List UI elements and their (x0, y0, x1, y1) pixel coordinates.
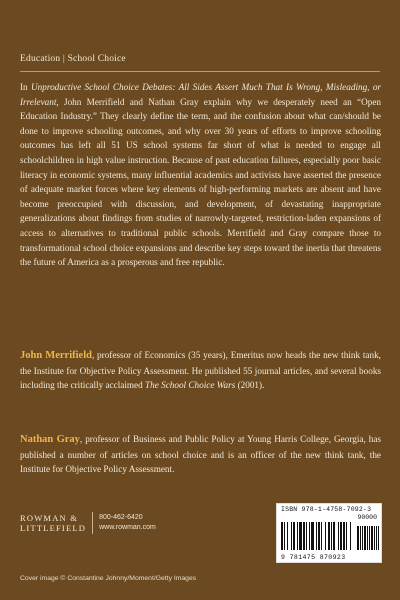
publisher-website: www.rowman.com (99, 524, 156, 531)
author-bio-text: , professor of Business and Public Policy at Young Harris College, Georgia, has published a number of articles on school choice and is an officer of the new think tank, the Institute for Objective Policy Assessment. (20, 434, 381, 475)
publisher-logo (20, 513, 86, 533)
author-name: John Merrifield (20, 350, 92, 361)
description-paragraph (20, 80, 381, 270)
blurb-body: , John Merrifield and Nathan Gray explain why we desperately need an “Open Education Industry.” They clearly define the term, and the confusion about what can/should be done to improve schooling outcomes, and why over 30 years of efforts to improve schooling outcomes has left all 51 US school systems far short of what is needed to engage all schoolchildren in high value instruction. Because of past education failures, especially poor basic literacy in economic systems, many influential academics and activists have asserted the presence of adequate market forces where key elements of high-performing markets are absent and have become preoccupied with discussion, and development, of devastating inappropriate generalizations about findings from studies of narrowly-targeted, restriction-laden expansions of access to alternatives to traditional public schools. Merrifield and Gray compare those to transformational school choice expansions and describe key steps toward the inertia that threatens the future of America as a prosperous and free republic. (20, 96, 381, 268)
blurb-intro: In (20, 82, 32, 92)
divider-rule (20, 71, 380, 72)
author-bio-text: , professor of Economics (35 years), Emeritus now heads the new think tank, the Institute for Objective Policy Assessment. He published 55 journal articles, and several books including the critically acclaimed (20, 350, 381, 391)
publisher-contact (99, 513, 156, 533)
author-name: Nathan Gray (20, 434, 80, 445)
barcode-bars (281, 522, 379, 550)
author-book-title: The School Choice Wars (145, 380, 236, 391)
publisher-divider (92, 512, 93, 534)
category-label: Education | School Choice (20, 54, 126, 64)
image-credit: Cover image © Constantine Johnny/Moment/Getty Images (20, 575, 197, 582)
isbn-barcode (276, 503, 382, 563)
price-code: 90000 (357, 514, 377, 521)
author-bio-merrifield (20, 348, 381, 393)
author-bio-gray (20, 432, 381, 477)
publisher-phone: 800-462-6420 (99, 514, 143, 521)
isbn-label: ISBN 978-1-4758-7092-3 (281, 506, 372, 513)
logo-line-2: LITTLEFIELD (20, 523, 87, 533)
barcode-number: 9 781475 870923 (281, 554, 346, 561)
publisher-block (20, 512, 156, 534)
author-bio-tail: (2001). (235, 380, 265, 391)
logo-line-1: ROWMAN & (20, 513, 79, 523)
book-title: Unproductive School Choice Debates: All Sides Assert Much That Is Wrong, Misleading, or Irrelevant (20, 82, 381, 107)
